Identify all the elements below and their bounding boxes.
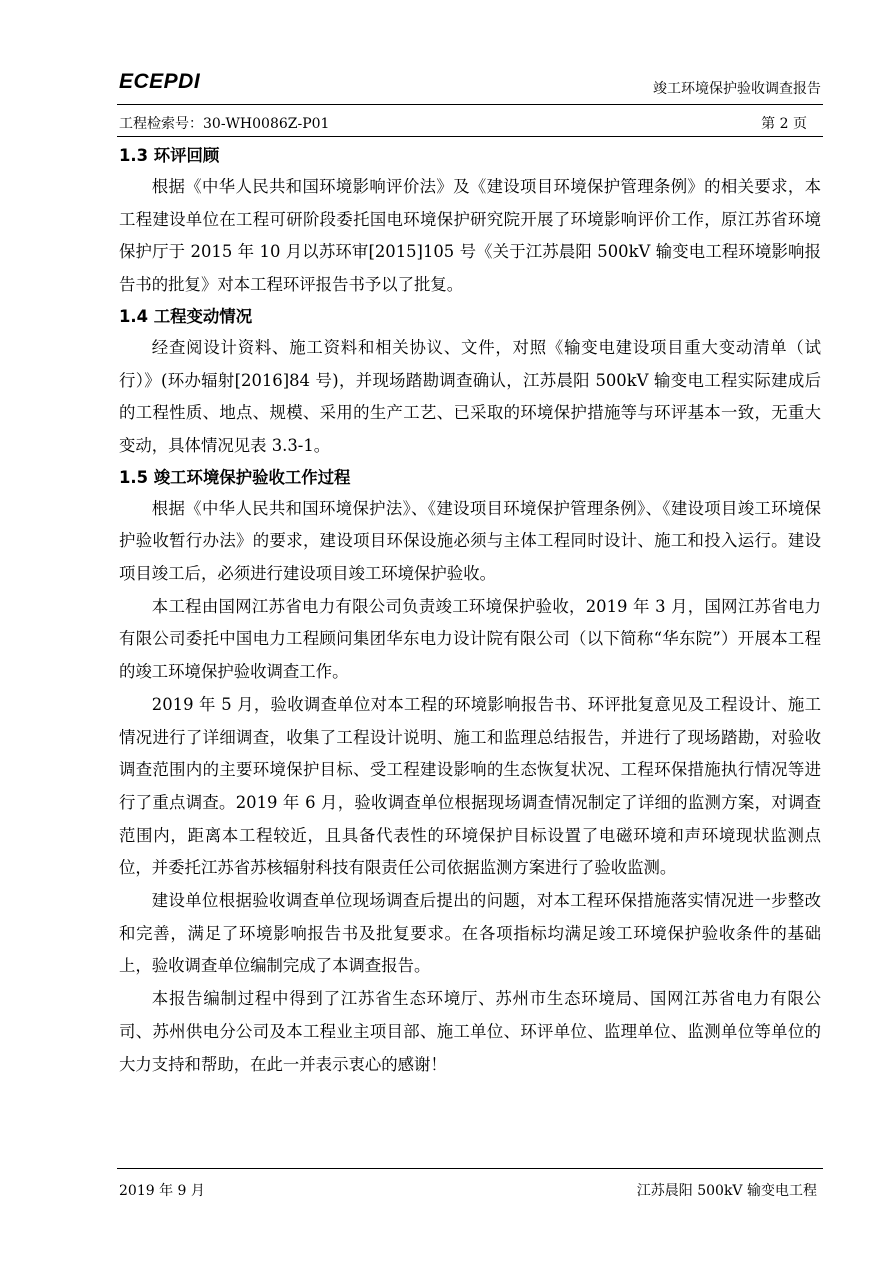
ecepdi-logo: ECEPDI: [119, 70, 201, 93]
header-divider-top: [117, 104, 823, 105]
paragraph: 根据《中华人民共和国环境保护法》、《建设项目环境保护管理条例》、《建设项目竣工环境保护验收暂行办法》的要求，建设项目环保设施必须与主体工程同时设计、施工和投入运行。建设项目竣工后，必须进行建设项目竣工环境保护验收。: [119, 498, 821, 584]
paragraph: 本工程由国网江苏省电力有限公司负责竣工环境保护验收，2019 年 3 月，国网江苏省电力有限公司委托中国电力工程顾问集团华东电力设计院有限公司（以下简称“华东院”）开展本工程的竣工环境保护验收调查工作。: [119, 596, 821, 682]
footer-divider: [117, 1168, 823, 1169]
document-title: 竣工环境保护验收调查报告: [653, 81, 821, 97]
section-heading-1-5: 1.5 竣工环境保护验收工作过程: [119, 467, 351, 487]
header-divider-bottom: [117, 136, 823, 137]
paragraph: 建设单位根据验收调查单位现场调查后提出的问题，对本工程环保措施落实情况进一步整改和完善，满足了环境影响报告书及批复要求。在各项指标均满足竣工环境保护验收条件的基础上，验收调查单位编制完成了本调查报告。: [119, 891, 821, 976]
paragraph: 本报告编制过程中得到了江苏省生态环境厅、苏州市生态环境局、国网江苏省电力有限公司、苏州供电分公司及本工程业主项目部、施工单位、环评单位、监理单位、监测单位等单位的大力支持和帮助，在此一并表示衷心的感谢！: [119, 989, 821, 1074]
section-heading-1-3: 1.3 环评回顾: [119, 146, 220, 165]
document-body: [119, 141, 821, 1081]
paragraph: 根据《中华人民共和国环境影响评价法》及《建设项目环境保护管理条例》的相关要求，本工程建设单位在工程可研阶段委托国电环境保护研究院开展了环境影响评价工作，原江苏省环境保护厅于 2015 年 10 月以苏环审[2015]105 号《关于江苏晨阳 500kV 输变电工程环境影响报告书的批复》对本工程环评报告书予以了批复。: [119, 177, 821, 295]
page-prefix: 第: [761, 116, 776, 132]
paragraph: 经查阅设计资料、施工资料和相关协议、文件，对照《输变电建设项目重大变动清单（试行）》(环办辐射[2016]84 号)，并现场踏勘调查确认，江苏晨阳 500kV 输变电工程实际建成后的工程性质、地点、规模、采用的生产工艺、已采取的环境保护措施等与环评基本一致，无重大变动，具体情况见表 3.3-1。: [119, 337, 821, 455]
footer-project-name: 江苏晨阳 500kV 输变电工程: [636, 1183, 817, 1199]
page-number: [761, 113, 807, 133]
footer-date: 2019 年 9 月: [119, 1183, 205, 1199]
section-heading-1-4: 1.4 工程变动情况: [119, 306, 253, 326]
page-suffix: 页: [793, 116, 807, 132]
project-index-number: 工程检索号：30-WH0086Z-P01: [119, 116, 330, 132]
paragraph: 2019 年 5 月，验收调查单位对本工程的环境影响报告书、环评批复意见及工程设计、施工情况进行了详细调查，收集了工程设计说明、施工和监理总结报告，并进行了现场踏勘，对验收调查范围内的主要环境保护目标、受工程建设影响的生态恢复状况、工程环保措施执行情况等进行了重点调查。2019 年 6 月，验收调查单位根据现场调查情况制定了详细的监测方案，对调查范围内，距离本工程较近，且具备代表性的环境保护目标设置了电磁环境和声环境现状监测点位，并委托江苏省苏核辐射科技有限责任公司依据监测方案进行了验收监测。: [119, 694, 821, 878]
page-number-value: 2: [779, 116, 789, 132]
